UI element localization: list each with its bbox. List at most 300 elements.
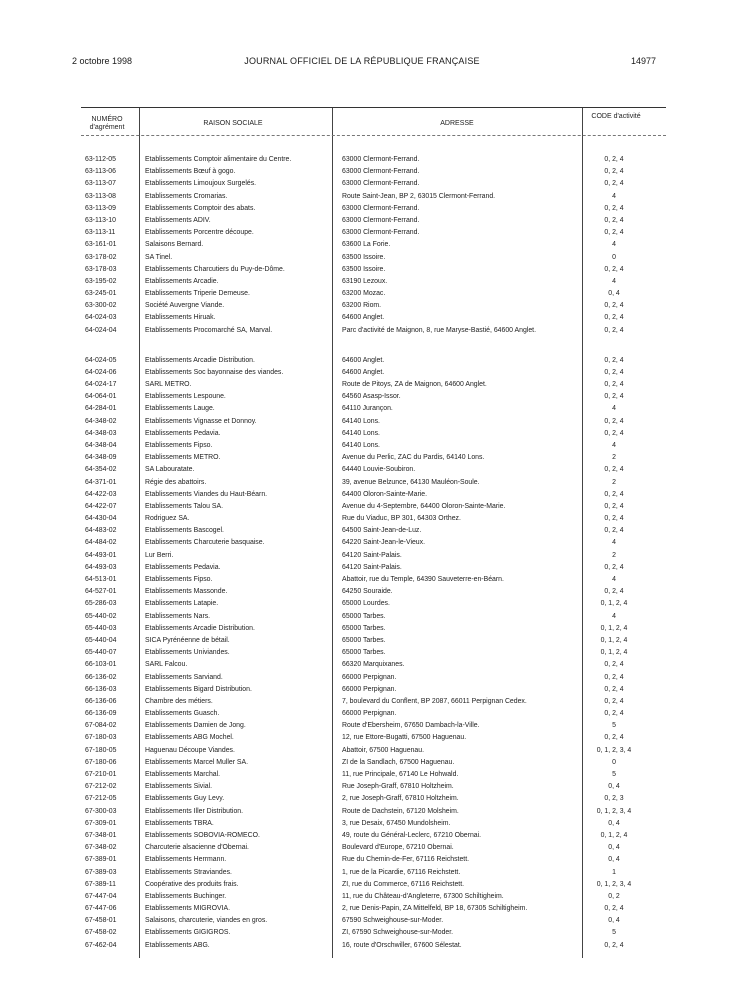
cell-numero: 64-430-04 [85,515,117,523]
cell-code-activite: 0, 2, 4 [604,326,624,334]
header-adresse: ADRESSE [440,120,474,127]
cell-numero: 67-458-01 [85,917,117,925]
table-row [81,191,666,203]
cell-raison-sociale: Etablissements MIGROVIA. [145,905,231,913]
cell-raison-sociale: Etablissements Guy Levy. [145,795,225,803]
cell-code-activite: 0, 2, 4 [604,356,624,364]
table-row [81,806,666,818]
cell-code-activite: 0, 1, 2, 4 [600,831,628,839]
cell-code-activite: 2 [612,454,616,462]
cell-code-activite: 0, 1, 2, 3, 4 [596,880,632,888]
cell-code-activite: 0 [612,253,616,261]
cell-adresse: 64220 Saint-Jean-le-Vieux. [342,539,425,547]
cell-numero: 63-178-03 [85,265,117,273]
cell-raison-sociale: Etablissements Pedavia. [145,563,221,571]
cell-numero: 67-180-05 [85,746,117,754]
cell-raison-sociale: Etablissements Arcadie Distribution. [145,356,255,364]
table-row [81,239,666,251]
cell-numero: 64-284-01 [85,405,117,413]
cell-code-activite: 0, 2, 4 [604,302,624,310]
table-row [81,513,666,525]
cell-code-activite: 4 [612,576,616,583]
table-row [81,178,666,190]
cell-numero: 67-447-06 [85,905,117,913]
cell-adresse: 3, rue Desaix, 67450 Mundolsheim. [342,819,451,827]
cell-adresse: Boulevard d'Europe, 67210 Obernai. [342,844,454,852]
cell-adresse: 63500 Issoire. [342,265,386,273]
cell-adresse: 63000 Clermont-Ferrand. [342,204,420,212]
cell-raison-sociale: Etablissements Buchinger. [145,892,227,900]
table-row [81,781,666,793]
cell-adresse: 64560 Asasp-Issor. [342,393,401,401]
table-row [81,586,666,598]
cell-raison-sociale: Etablissements GIGIGROS. [145,929,231,937]
cell-adresse: 63190 Lezoux. [342,277,388,285]
cell-adresse: 64140 Lons. [342,441,380,449]
table-row [81,489,666,501]
cell-code-activite: 0, 1, 2, 3, 4 [596,807,632,815]
cell-numero: 65-440-07 [85,649,117,657]
table-row [81,793,666,805]
table-row [81,562,666,574]
cell-adresse: 49, route du Général-Leclerc, 67210 Obernai. [342,831,482,839]
table-row [81,745,666,757]
cell-raison-sociale: Etablissements TBRA. [145,819,214,827]
cell-code-activite: 0, 1, 2, 3, 4 [596,746,632,754]
cell-numero: 67-180-03 [85,734,117,742]
cell-raison-sociale: Etablissements Vignasse et Donnoy. [145,417,257,425]
cell-adresse: ZI, rue du Commerce, 67116 Reichstett. [342,880,465,888]
cell-numero: 63-113-10 [85,216,116,224]
cell-code-activite: 4 [612,405,616,413]
cell-code-activite: 0, 2, 4 [604,393,624,401]
cell-code-activite: 0, 2, 4 [604,697,624,705]
cell-raison-sociale: Etablissements Guasch. [145,710,220,718]
cell-code-activite: 0, 2, 4 [604,685,624,693]
cell-numero: 67-300-03 [85,807,117,815]
cell-numero: 64-483-02 [85,527,117,535]
cell-code-activite: 4 [612,241,616,249]
cell-adresse: Rue Joseph-Graff, 67810 Holtzheim. [342,783,454,791]
cell-raison-sociale: Etablissements Arcadie. [145,277,219,285]
table-row [81,684,666,696]
cell-code-activite: 0, 4 [608,819,620,827]
cell-raison-sociale: Etablissements Nars. [145,612,211,620]
cell-adresse: 64600 Anglet. [342,314,385,322]
cell-adresse: 63500 Issoire. [342,253,386,261]
cell-code-activite: 0, 2, 4 [604,710,624,718]
cell-raison-sociale: Etablissements Triperie Demeuse. [145,290,250,298]
table-row [81,403,666,415]
table-row [81,867,666,879]
cell-raison-sociale: Salaisons Bernard. [145,241,204,249]
cell-numero: 64-348-03 [85,429,117,437]
table-row [81,464,666,476]
cell-code-activite: 0, 2, 4 [604,734,624,742]
cell-code-activite: 0, 4 [608,856,620,864]
cell-code-activite: 0, 2, 4 [604,417,624,425]
cell-raison-sociale: Etablissements ADIV. [145,216,211,224]
cell-numero: 67-309-01 [85,819,117,827]
page-header [68,56,656,70]
cell-numero: 64-354-02 [85,466,117,474]
cell-adresse: 66000 Perpignan. [342,673,397,681]
table-row [81,708,666,720]
cell-adresse: 64120 Saint-Palais. [342,551,402,559]
approval-table [81,107,666,958]
table-row [81,927,666,939]
table-row [81,623,666,635]
cell-numero: 67-180-06 [85,758,117,766]
cell-adresse: 11, rue du Château-d'Angleterre, 67300 Schiltigheim. [342,892,504,900]
cell-numero: 65-440-04 [85,636,117,644]
table-row [81,264,666,276]
cell-adresse: Route d'Ebersheim, 67650 Dambach-la-Ville. [342,722,480,730]
cell-raison-sociale: Coopérative des produits frais. [145,880,239,888]
cell-raison-sociale: Etablissements Soc bayonnaise des viandes. [145,368,284,376]
table-row [81,830,666,842]
cell-raison-sociale: Salaisons, charcuterie, viandes en gros. [145,917,268,925]
cell-raison-sociale: Etablissements Univiandes. [145,649,230,657]
cell-raison-sociale: Etablissements Limoujoux Surgelés. [145,180,257,188]
cell-code-activite: 4 [612,612,616,620]
cell-raison-sociale: Etablissements ABG. [145,941,210,949]
cell-adresse: 39, avenue Belzunce, 64130 Mauléon-Soule. [342,478,480,486]
cell-numero: 67-212-02 [85,783,117,791]
cell-code-activite: 0, 2, 4 [604,502,624,510]
cell-raison-sociale: SARL Falcou. [145,661,188,669]
table-row [81,300,666,312]
cell-code-activite: 0, 2, 4 [604,563,624,571]
cell-adresse: 63200 Mozac. [342,290,386,298]
cell-numero: 64-348-09 [85,454,117,462]
cell-raison-sociale: Etablissements Sarviand. [145,673,223,681]
cell-raison-sociale: SICA Pyrénéenne de bétail. [145,636,230,644]
cell-raison-sociale: Etablissements Damien de Jong. [145,722,246,730]
cell-raison-sociale: Etablissements Hiruak. [145,314,216,322]
cell-adresse: Route de Dachstein, 67120 Molsheim. [342,807,459,815]
cell-raison-sociale: Régie des abattoirs. [145,478,207,486]
table-row [81,501,666,513]
cell-raison-sociale: Etablissements Charcutiers du Puy-de-Dôme. [145,265,285,273]
cell-adresse: 64110 Jurançon. [342,405,393,413]
cell-code-activite: 0, 2, 4 [604,429,624,437]
cell-numero: 64-422-07 [85,502,117,510]
cell-adresse: 2, rue Joseph-Graff, 67810 Holtzheim. [342,795,459,803]
cell-numero: 66-103-01 [85,661,117,669]
cell-numero: 64-024-03 [85,314,117,322]
table-body [81,154,666,952]
cell-adresse: Parc d'activité de Maignon, 8, rue Maryse-Bastié, 64600 Anglet. [342,326,536,334]
cell-adresse: 67590 Schweighouse-sur-Moder. [342,917,444,925]
cell-code-activite: 0, 2, 4 [604,515,624,523]
cell-raison-sociale: Chambre des métiers. [145,697,213,705]
cell-raison-sociale: Etablissements Talou SA. [145,502,224,510]
cell-numero: 66-136-09 [85,710,117,718]
cell-numero: 63-113-11 [85,229,116,237]
cell-raison-sociale: Etablissements Fipso. [145,441,213,449]
cell-adresse: 65000 Tarbes. [342,624,386,632]
table-row [81,818,666,830]
cell-numero: 65-286-03 [85,600,117,608]
table-row [81,940,666,952]
cell-adresse: 64140 Lons. [342,429,380,437]
table-row [81,611,666,623]
cell-numero: 65-440-02 [85,612,117,620]
cell-code-activite: 4 [612,192,616,200]
cell-raison-sociale: Etablissements Bigard Distribution. [145,685,252,693]
cell-numero: 64-024-06 [85,368,117,376]
cell-code-activite: 1 [612,868,616,876]
cell-numero: 64-513-01 [85,576,117,583]
table-row [81,440,666,452]
cell-adresse: 65000 Tarbes. [342,612,386,620]
cell-adresse: ZI, 67590 Schweighouse-sur-Moder. [342,929,454,937]
cell-code-activite: 0, 2, 4 [604,661,624,669]
cell-numero: 67-389-03 [85,868,117,876]
cell-numero: 64-484-02 [85,539,117,547]
cell-adresse: ZI de la Sandlach, 67500 Haguenau. [342,758,455,766]
cell-code-activite: 0, 2, 4 [604,180,624,188]
cell-numero: 63-113-06 [85,168,116,176]
cell-numero: 64-422-03 [85,490,117,498]
cell-raison-sociale: Etablissements Fipso. [145,576,213,583]
publication-date: 2 octobre 1998 [72,56,133,66]
cell-raison-sociale: Etablissements Porcentre découpe. [145,229,254,237]
header-raison-sociale: RAISON SOCIALE [203,120,263,127]
header-code-activite: CODE d'activité [591,113,641,120]
cell-adresse: 11, rue Principale, 67140 Le Hohwald. [342,771,459,778]
cell-adresse: Avenue du 4-Septembre, 64400 Oloron-Sainte-Marie. [342,502,506,510]
table-row [81,391,666,403]
cell-adresse: Rue du Chemin-de-Fer, 67116 Reichstett. [342,856,470,864]
cell-numero: 64-493-03 [85,563,117,571]
cell-raison-sociale: Etablissements Massonde. [145,588,228,596]
cell-raison-sociale: Etablissements Charcuterie basquaise. [145,539,265,547]
table-row [81,550,666,562]
cell-code-activite: 0, 1, 2, 4 [600,636,628,644]
cell-numero: 67-447-04 [85,892,117,900]
cell-raison-sociale: Etablissements Pedavia. [145,429,221,437]
cell-raison-sociale: Etablissements Iller Distribution. [145,807,244,815]
cell-code-activite: 0, 4 [608,290,620,298]
cell-raison-sociale: Etablissements Lespoune. [145,393,226,401]
cell-code-activite: 0, 2, 4 [604,588,624,596]
cell-numero: 63-178-02 [85,253,117,261]
cell-code-activite: 4 [612,441,616,449]
cell-raison-sociale: Etablissements Bascogel. [145,527,224,535]
cell-numero: 63-113-09 [85,204,116,212]
table-row [81,416,666,428]
cell-adresse: 64250 Souraide. [342,588,393,596]
table-row [81,672,666,684]
table-row [81,574,666,586]
cell-code-activite: 5 [612,929,616,937]
header-numero: NUMÉRO d'agrément [89,116,125,131]
cell-adresse: 64500 Saint-Jean-de-Luz. [342,527,422,535]
cell-numero: 63-112-05 [85,156,116,163]
cell-adresse: 7, boulevard du Conflent, BP 2087, 66011 Perpignan Cedex. [342,697,527,705]
page-number: 14977 [630,56,656,66]
table-row [81,842,666,854]
cell-raison-sociale: Etablissements SOBOVIA-ROMECO. [145,831,260,839]
cell-code-activite: 0, 2, 4 [604,905,624,913]
cell-code-activite: 0, 2, 4 [604,368,624,376]
cell-raison-sociale: Etablissements Latapie. [145,600,219,608]
cell-numero: 67-389-11 [85,880,116,888]
cell-code-activite: 0, 2, 4 [604,466,624,474]
table-row [81,537,666,549]
cell-code-activite: 0, 4 [608,783,620,791]
cell-numero: 63-300-02 [85,302,117,310]
cell-code-activite: 0, 1, 2, 4 [600,649,628,657]
cell-raison-sociale: Etablissements Straviandes. [145,868,232,876]
cell-raison-sociale: Etablissements Arcadie Distribution. [145,624,255,632]
table-row [81,720,666,732]
table-row [81,379,666,391]
cell-adresse: 64140 Lons. [342,417,380,425]
table-row [81,276,666,288]
cell-numero: 63-161-01 [85,241,117,249]
cell-code-activite: 0, 2, 4 [604,204,624,212]
cell-adresse: 64600 Anglet. [342,368,385,376]
cell-adresse: 66000 Perpignan. [342,710,397,718]
cell-raison-sociale: Etablissements Comptoir des abats. [145,204,256,212]
cell-adresse: Avenue du Perlic, ZAC du Pardis, 64140 Lons. [342,454,485,462]
table-row [81,355,666,367]
table-row [81,215,666,227]
cell-adresse: 64400 Oloron-Sainte-Marie. [342,490,428,498]
cell-raison-sociale: Etablissements Lauge. [145,405,215,413]
cell-numero: 67-348-02 [85,844,117,852]
cell-numero: 65-440-03 [85,624,117,632]
table-row [81,769,666,781]
cell-adresse: 65000 Tarbes. [342,649,386,657]
cell-numero: 67-348-01 [85,831,117,839]
cell-raison-sociale: Etablissements Comptoir alimentaire du Centre. [145,156,292,163]
cell-code-activite: 4 [612,539,616,547]
cell-numero: 67-212-05 [85,795,117,803]
cell-numero: 66-136-02 [85,673,117,681]
cell-raison-sociale: Etablissements METRO. [145,454,221,462]
table-row [81,757,666,769]
cell-code-activite: 2 [612,551,616,559]
table-row [81,635,666,647]
cell-code-activite: 0, 2, 4 [604,265,624,273]
cell-code-activite: 2 [612,478,616,486]
cell-raison-sociale: SA Labouratate. [145,466,195,474]
cell-code-activite: 5 [612,722,616,730]
table-row [81,203,666,215]
table-row [81,227,666,239]
table-row [81,525,666,537]
cell-adresse: Abattoir, rue du Temple, 64390 Sauveterre-en-Béarn. [342,576,504,583]
cell-adresse: 63000 Clermont-Ferrand. [342,168,420,176]
cell-code-activite: 0, 2 [608,892,620,900]
cell-adresse: 12, rue Ettore-Bugatti, 67500 Haguenau. [342,734,467,742]
cell-raison-sociale: Etablissements Sivial. [145,783,213,791]
cell-numero: 64-348-02 [85,417,117,425]
cell-raison-sociale: Etablissements Bœuf à gogo. [145,168,236,176]
cell-numero: 63-113-08 [85,192,116,200]
table-row [81,696,666,708]
table-row [81,452,666,464]
table-row [81,166,666,178]
cell-raison-sociale: Société Auvergne Viande. [145,302,225,310]
cell-adresse: 63000 Clermont-Ferrand. [342,156,420,163]
cell-adresse: 64600 Anglet. [342,356,385,364]
cell-numero: 64-348-04 [85,441,117,449]
cell-raison-sociale: Etablissements Herrmann. [145,856,227,864]
cell-code-activite: 0, 2, 4 [604,527,624,535]
cell-adresse: 2, rue Denis-Papin, ZA Mittelfeld, BP 18, 67305 Schiltigheim. [342,905,528,913]
table-row [81,854,666,866]
table-row [81,312,666,324]
cell-adresse: 64120 Saint-Palais. [342,563,402,571]
table-row [81,915,666,927]
cell-numero: 64-024-04 [85,326,117,334]
cell-code-activite: 4 [612,277,616,285]
cell-numero: 64-024-05 [85,356,117,364]
cell-code-activite: 0, 2, 4 [604,229,624,237]
cell-raison-sociale: Etablissements Marchal. [145,771,221,778]
cell-numero: 67-084-02 [85,722,117,730]
table-header [81,108,666,136]
cell-code-activite: 0, 1, 2, 4 [600,624,628,632]
cell-adresse: 64440 Louvie-Soubiron. [342,466,416,474]
cell-code-activite: 0, 2, 4 [604,941,624,949]
cell-adresse: Rue du Viaduc, BP 301, 64303 Orthez. [342,515,461,523]
cell-numero: 67-458-02 [85,929,117,937]
cell-numero: 63-113-07 [85,180,116,188]
cell-code-activite: 0, 2, 4 [604,156,624,163]
cell-code-activite: 0, 4 [608,844,620,852]
cell-code-activite: 0, 1, 2, 4 [600,600,628,608]
cell-raison-sociale: Rodriguez SA. [145,515,190,523]
cell-numero: 67-462-04 [85,941,117,949]
cell-numero: 63-195-02 [85,277,117,285]
cell-raison-sociale: SARL METRO. [145,381,192,388]
table-row [81,252,666,264]
table-row [81,659,666,671]
table-row [81,477,666,489]
cell-raison-sociale: Etablissements ABG Mochel. [145,734,234,742]
cell-numero: 64-493-01 [85,551,117,559]
cell-numero: 64-064-01 [85,393,117,401]
cell-adresse: 16, route d'Orschwiller, 67600 Sélestat. [342,941,462,949]
cell-adresse: 63000 Clermont-Ferrand. [342,229,420,237]
cell-raison-sociale: Etablissements Cromarias. [145,192,228,200]
cell-numero: 66-136-03 [85,685,117,693]
cell-code-activite: 0, 4 [608,917,620,925]
cell-raison-sociale: SA Tinel. [145,253,173,261]
cell-code-activite: 0, 2, 4 [604,216,624,224]
cell-raison-sociale: Etablissements Viandes du Haut-Béarn. [145,490,268,498]
table-row [81,732,666,744]
cell-numero: 67-389-01 [85,856,117,864]
cell-adresse: 63000 Clermont-Ferrand. [342,180,420,188]
cell-code-activite: 0, 2, 4 [604,673,624,681]
journal-title: JOURNAL OFFICIEL DE LA RÉPUBLIQUE FRANÇAISE [244,56,480,66]
cell-code-activite: 5 [612,771,616,778]
cell-code-activite: 0, 2, 3 [604,795,624,803]
cell-adresse: 66320 Marquixanes. [342,661,405,669]
cell-code-activite: 0, 2, 4 [604,490,624,498]
table-row [81,598,666,610]
cell-code-activite: 0, 2, 4 [604,314,624,322]
cell-adresse: Abattoir, 67500 Haguenau. [342,746,424,754]
table-row [81,903,666,915]
